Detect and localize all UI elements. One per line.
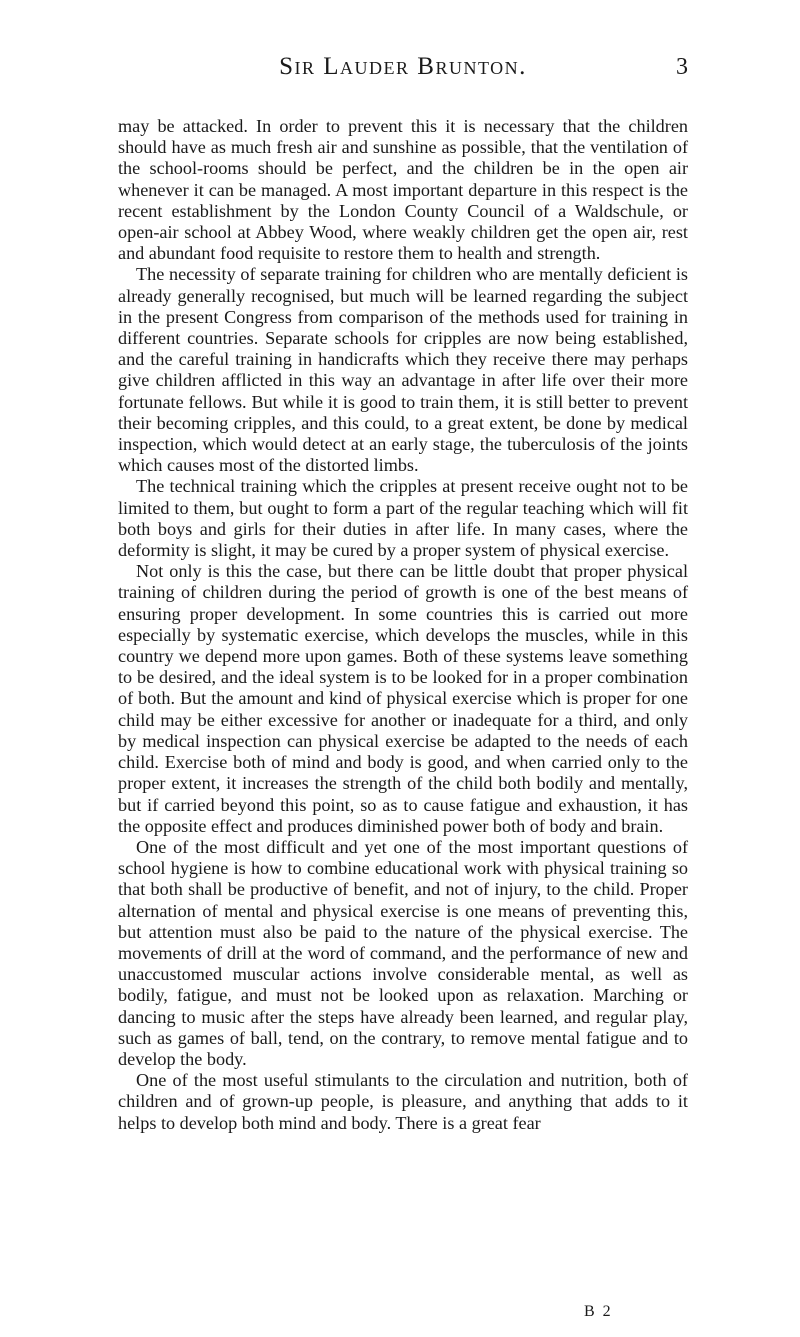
paragraph-stimulants: One of the most useful stimulants to the circulation and nutrition, both of children and of grown-up people, is pleasure, and anything that adds to it helps to develop both mind and body. There is a great fear <box>118 1070 688 1133</box>
paragraph-technical-training: The technical training which the cripples at present receive ought not to be limited to them, but ought to form a part of the regular teaching which will fit both boys and girls for their duties in after life. In many cases, where the deformity is slight, it may be cured by a proper system of physical exercise. <box>118 476 688 561</box>
paragraph-open-air-school: may be attacked. In order to prevent this it is necessary that the children should have as much fresh air and sunshine as possible, that the ventilation of the school-rooms should be perfect, and the children be in the open air whenever it can be managed. A most important departure in this respect is the recent establishment by the London County Council of a Waldschule, or open-air school at Abbey Wood, where weakly children get the open air, rest and abundant food requisite to restore them to health and strength. <box>118 116 688 264</box>
running-head <box>118 52 688 82</box>
running-title: Sir Lauder Brunton. <box>279 53 527 80</box>
paragraph-school-hygiene: One of the most difficult and yet one of the most important questions of school hygiene is how to combine educational work with physical training so that both shall be productive of benefit, and not of injury, to the child. Proper alternation of mental and physical exercise is one means of preventing this, but attention must also be paid to the nature of the physical exercise. The movements of drill at the word of command, and the performance of new and unaccustomed muscular actions involve considerable mental, as well as bodily, fatigue, and must not be looked upon as relaxation. Marching or dancing to music after the steps have already been learned, and regular play, such as games of ball, tend, on the contrary, to remove mental fatigue and to develop the body. <box>118 836 688 1069</box>
paragraph-mentally-deficient: The necessity of separate training for children who are mentally deficient is already generally recognised, but much will be learned regarding the subject in the present Congress from comparison of the methods used for training in different countries. Separate schools for cripples are now being established, and the careful training in handicrafts which they receive there may perhaps give children afflicted in this way an advantage in after life over their more fortunate fellows. But while it is good to train them, it is still better to prevent their becoming cripples, and this could, to a great extent, be done by medical inspection, which would detect at an early stage, the tuberculosis of the joints which causes most of the distorted limbs. <box>118 264 688 476</box>
paragraph-physical-training: Not only is this the case, but there can be little doubt that proper physical training of children during the period of growth is one of the best means of ensuring proper development. In some countries this is carried out more especially by systematic exercise, which develops the muscles, while in this country we depend more upon games. Both of these systems leave something to be desired, and the ideal system is to be looked for in a proper combination of both. But the amount and kind of physical exercise which is proper for one child may be either excessive for another or inadequate for a third, and only by medical inspection can physical exercise be adapted to the needs of each child. Exercise both of mind and body is good, and when carried only to the proper extent, it increases the strength of the child both bodily and mentally, but if carried beyond this point, so as to cause fatigue and exhaustion, it has the opposite effect and produces diminished power both of body and brain. <box>118 561 688 836</box>
body-text <box>118 116 688 1134</box>
signature-mark: B 2 <box>584 1303 613 1320</box>
page-number: 3 <box>676 54 688 80</box>
